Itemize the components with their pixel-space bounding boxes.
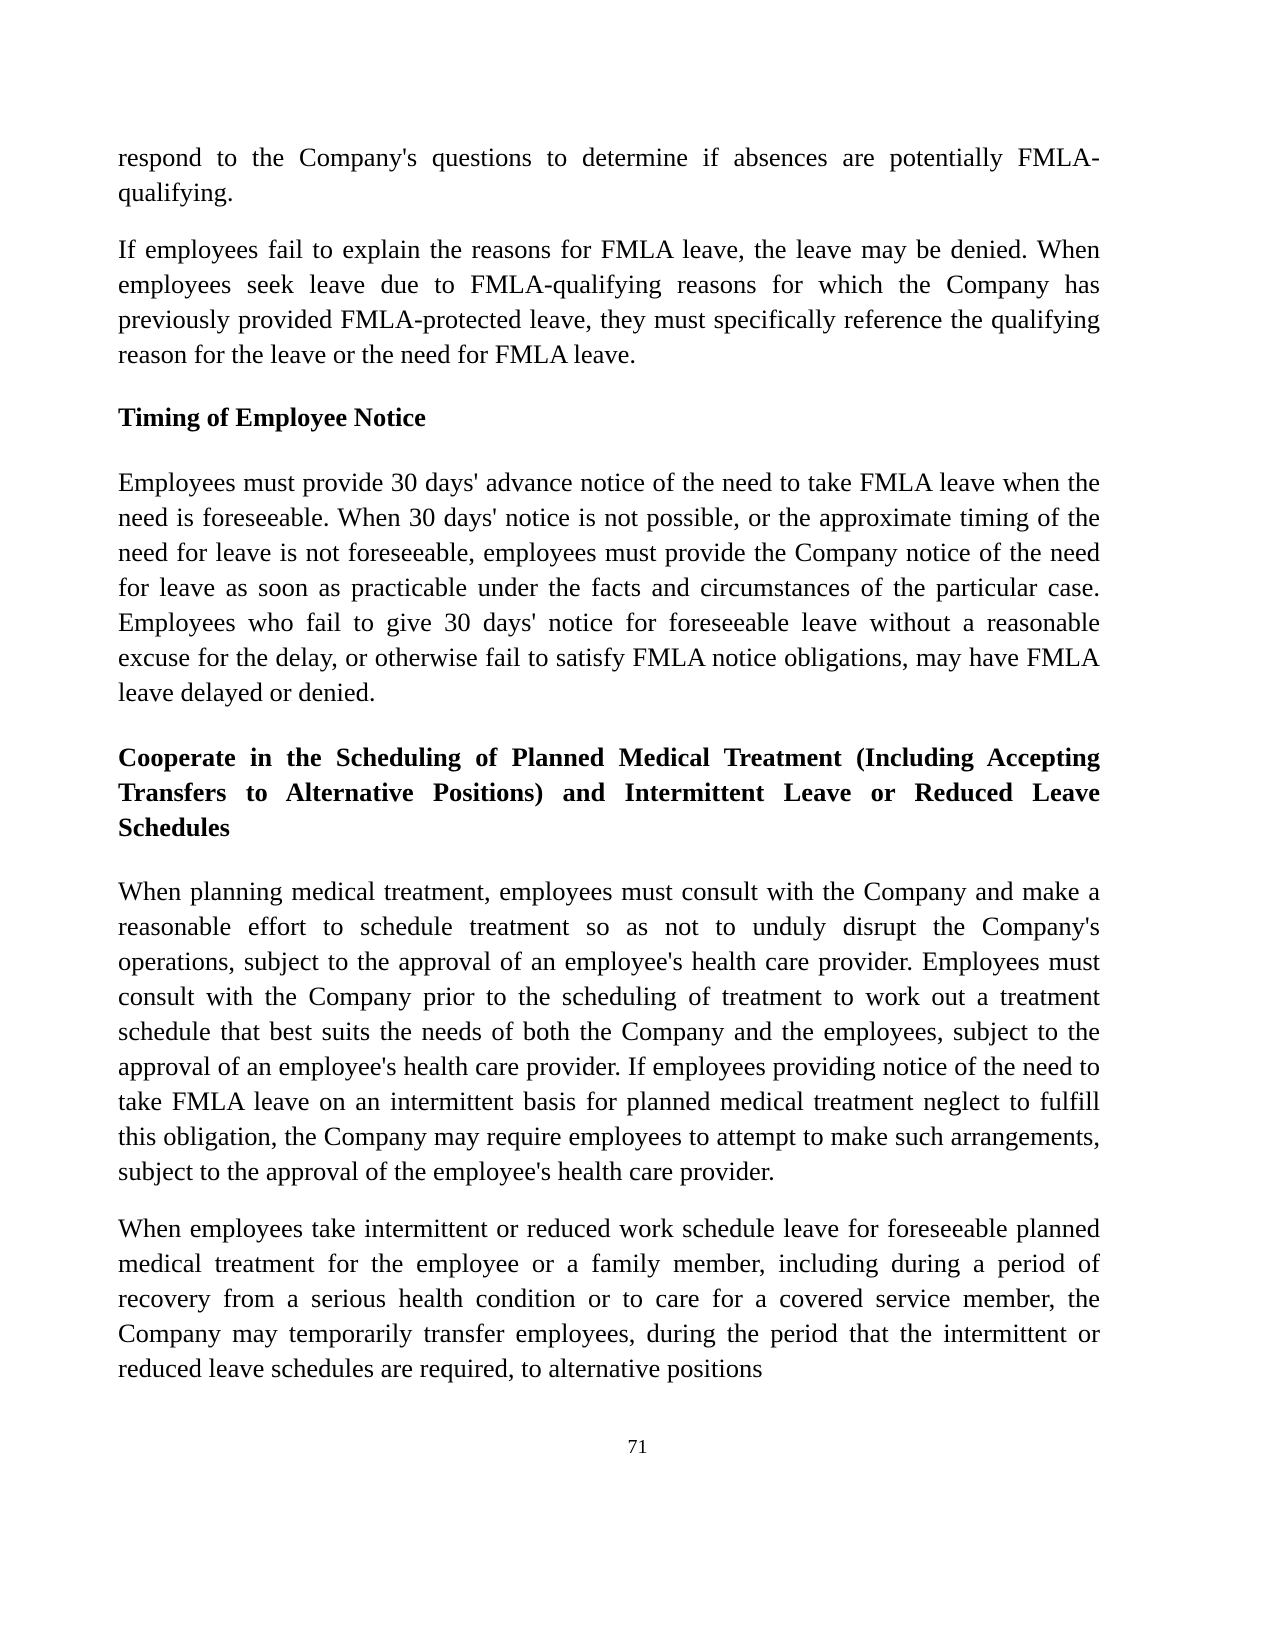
paragraph-planning-medical-treatment: When planning medical treatment, employees must consult with the Company and make a reasonable effort to schedule treatment so as not to unduly disrupt the Company's operations, subject to the approval of an employee's health care provider. Employees must consult with the Company prior to the scheduling of treatment to work out a treatment schedule that best suits the needs of both the Company and the employees, subject to the approval of an employee's health care provider. If employees providing notice of the need to take FMLA leave on an intermittent basis for planned medical treatment neglect to fulfill this obligation, the Company may require employees to attempt to make such arrangements, subject to the approval of the employee's health care provider. xyxy=(118,876,1100,1187)
document-body xyxy=(118,140,1100,1386)
section-heading-cooperate-in-scheduling: Cooperate in the Scheduling of Planned Medical Treatment (Including Accepting Transfers to Alternative Positions) and Intermittent Leave or Reduced Leave Schedules xyxy=(118,741,1100,842)
paragraph-failure-to-explain: If employees fail to explain the reasons for FMLA leave, the leave may be denied. When employees seek leave due to FMLA-qualifying reasons for which the Company has previously provided FMLA-protected leave, they must specifically reference the qualifying reason for the leave or the need for FMLA leave. xyxy=(118,233,1100,369)
paragraph-continued-notice: respond to the Company's questions to determine if absences are potentially FMLA-qualifying. xyxy=(118,142,1100,207)
page-number: 71 xyxy=(627,1436,648,1458)
section-heading-timing-of-employee-notice: Timing of Employee Notice xyxy=(118,401,426,432)
paragraph-intermittent-reduced-schedule: When employees take intermittent or reduced work schedule leave for foreseeable planned medical treatment for the employee or a family member, including during a period of recovery from a serious health condition or to care for a covered service member, the Company may temporarily transfer employees, during the period that the intermittent or reduced leave schedules are required, to alternative positions xyxy=(118,1213,1100,1384)
paragraph-advance-notice-requirements: Employees must provide 30 days' advance notice of the need to take FMLA leave when the need is foreseeable. When 30 days' notice is not possible, or the approximate timing of the need for leave is not foreseeable, employees must provide the Company notice of the need for leave as soon as practicable under the facts and circumstances of the particular case. Employees who fail to give 30 days' notice for foreseeable leave without a reasonable excuse for the delay, or otherwise fail to satisfy FMLA notice obligations, may have FMLA leave delayed or denied. xyxy=(118,466,1100,707)
